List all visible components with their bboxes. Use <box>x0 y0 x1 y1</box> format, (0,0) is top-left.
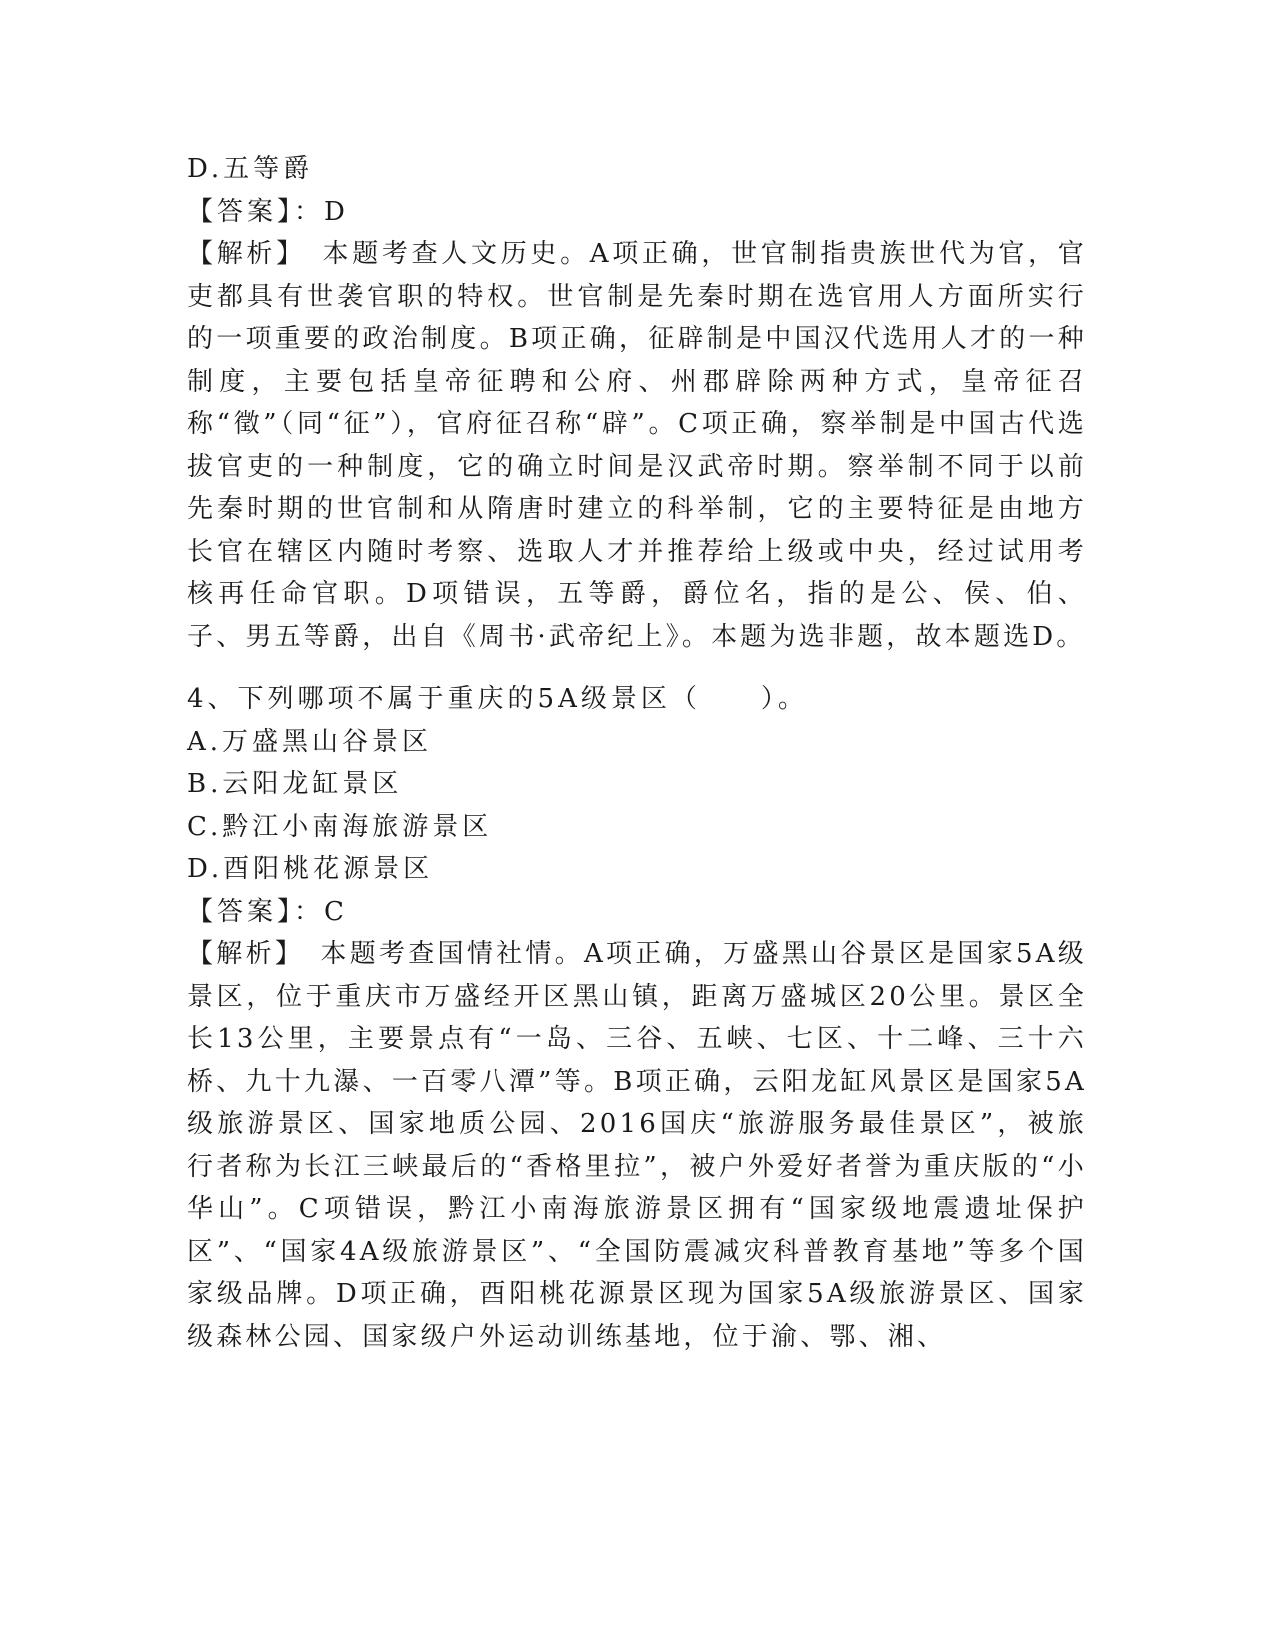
q4-option-d: D.酉阳桃花源景区 <box>187 854 434 884</box>
q4-option-b: B.云阳龙缸景区 <box>187 769 403 799</box>
q4-analysis: 【解析】 本题考查国情社情。A项正确，万盛黑山谷景区是国家5A级景区，位于重庆市万盛经开区黑山镇，距离万盛城区20公里。景区全长13公里，主要景点有“一岛、三谷、五峡、七区、十二峰、三十六桥、九十九瀑、一百零八潭”等。B项正确，云阳龙缸风景区是国家5A级旅游景区、国家地质公园、2016国庆“旅游服务最佳景区”，被旅行者称为长江三峡最后的“香格里拉”，被户外爱好者誉为重庆版的“小华山”。C项错误，黔江小南海旅游景区拥有“国家级地震遗址保护区”、“国家4A级旅游景区”、“全国防震减灾科普教育基地”等多个国家级品牌。D项正确，酉阳桃花源景区现为国家5A级旅游景区、国家级森林公园、国家级户外运动训练基地，位于渝、鄂、湘、 <box>187 939 1087 1352</box>
q4-question: 4、下列哪项不属于重庆的5A级景区（ ）。 <box>187 684 808 714</box>
q3-answer: 【答案】：D <box>187 196 349 227</box>
q3-analysis: 【解析】 本题考查人文历史。A项正确，世官制指贵族世代为官，官吏都具有世袭官职的特权。世官制是先秦时期在选官用人方面所实行的一项重要的政治制度。B项正确，征辟制是中国汉代选用人才的一种制度，主要包括皇帝征聘和公府、州郡辟除两种方式，皇帝征召称“徵”（同“征”），官府征召称“辟”。C项正确，察举制是中国古代选拔官吏的一种制度，它的确立时间是汉武帝时期。察举制不同于以前先秦时期的世官制和从隋唐时建立的科举制，它的主要特征是由地方长官在辖区内随时考察、选取人才并推荐给上级或中央，经过试用考核再任命官职。D项错误，五等爵，爵位名，指的是公、侯、伯、子、男五等爵，出自《周书·武帝纪上》。本题为选非题，故本题选D。 <box>187 239 1087 652</box>
section-gap <box>187 658 1087 678</box>
q4-option-a: A.万盛黑山谷景区 <box>187 726 433 757</box>
q4-option-c: C.黔江小南海旅游景区 <box>187 811 493 842</box>
q3-option-d: D.五等爵 <box>187 154 314 184</box>
document-page <box>187 148 1087 1358</box>
q4-answer: 【答案】：C <box>187 896 348 927</box>
